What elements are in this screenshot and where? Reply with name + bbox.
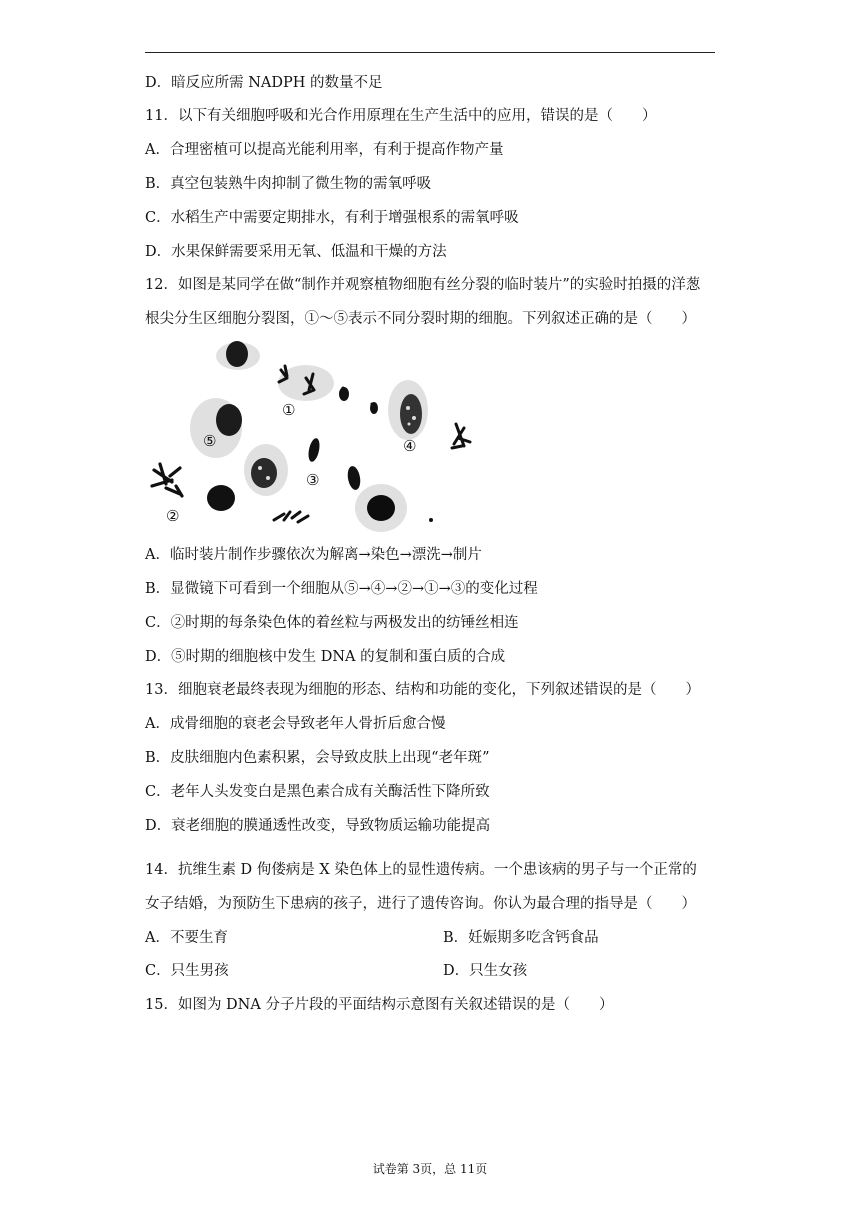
label-3: ③ bbox=[306, 471, 320, 489]
q14-option-d: D．只生女孩 bbox=[443, 963, 528, 979]
q13-option-c: C．老年人头发变白是黑色素合成有关酶活性下降所致 bbox=[145, 784, 490, 800]
q11-option-d: D．水果保鲜需要采用无氧、低温和干燥的方法 bbox=[145, 244, 447, 260]
label-5: ⑤ bbox=[203, 432, 217, 450]
label-2: ② bbox=[166, 507, 180, 525]
q13-option-d: D．衰老细胞的膜通透性改变，导致物质运输功能提高 bbox=[145, 818, 491, 834]
q14-stem-line2: 女子结婚，为预防生下患病的孩子，进行了遗传咨询。你认为最合理的指导是（ ） bbox=[145, 896, 696, 912]
q12-option-c: C．②时期的每条染色体的着丝粒与两极发出的纺锤丝相连 bbox=[145, 615, 519, 631]
q11-stem: 11．以下有关细胞呼吸和光合作用原理在生产生活中的应用，错误的是（ ） bbox=[145, 108, 657, 124]
q14-option-b: B．妊娠期多吃含钙食品 bbox=[443, 930, 599, 946]
q12-option-a: A．临时装片制作步骤依次为解离→染色→漂洗→制片 bbox=[145, 547, 482, 563]
q13-option-b: B．皮肤细胞内色素积累，会导致皮肤上出现“老年斑” bbox=[145, 750, 490, 766]
label-4: ④ bbox=[403, 437, 417, 455]
q11-option-c: C．水稻生产中需要定期排水，有利于增强根系的需氧呼吸 bbox=[145, 210, 519, 226]
q12-option-d: D．⑤时期的细胞核中发生 DNA 的复制和蛋白质的合成 bbox=[145, 649, 506, 665]
label-1: ① bbox=[282, 401, 296, 419]
q14-stem-line1: 14．抗维生素 D 佝偻病是 X 染色体上的显性遗传病。一个患该病的男子与一个正常的 bbox=[145, 862, 697, 878]
q12-option-b: B．显微镜下可看到一个细胞从⑤→④→②→①→③的变化过程 bbox=[145, 581, 538, 597]
q13-option-a: A．成骨细胞的衰老会导致老年人骨折后愈合慢 bbox=[145, 716, 446, 732]
mitosis-micrograph bbox=[146, 338, 474, 532]
page-footer: 试卷第 3页，总 11页 bbox=[372, 1162, 488, 1176]
q14-option-c: C．只生男孩 bbox=[145, 963, 229, 979]
q10-option-d: D．暗反应所需 NADPH 的数量不足 bbox=[145, 75, 383, 91]
q13-stem: 13．细胞衰老最终表现为细胞的形态、结构和功能的变化，下列叙述错误的是（ ） bbox=[145, 682, 700, 698]
header-rule bbox=[145, 52, 715, 53]
q11-option-a: A．合理密植可以提高光能利用率，有利于提高作物产量 bbox=[145, 142, 504, 158]
q12-stem-line1: 12．如图是某同学在做“制作并观察植物细胞有丝分裂的临时装片”的实验时拍摄的洋葱 bbox=[145, 277, 701, 293]
q12-stem-line2: 根尖分生区细胞分裂图，①～⑤表示不同分裂时期的细胞。下列叙述正确的是（ ） bbox=[145, 311, 696, 327]
q11-option-b: B．真空包装熟牛肉抑制了微生物的需氧呼吸 bbox=[145, 176, 432, 192]
q14-option-a: A．不要生育 bbox=[145, 930, 228, 946]
q15-stem: 15．如图为 DNA 分子片段的平面结构示意图有关叙述错误的是（ ） bbox=[145, 997, 614, 1013]
